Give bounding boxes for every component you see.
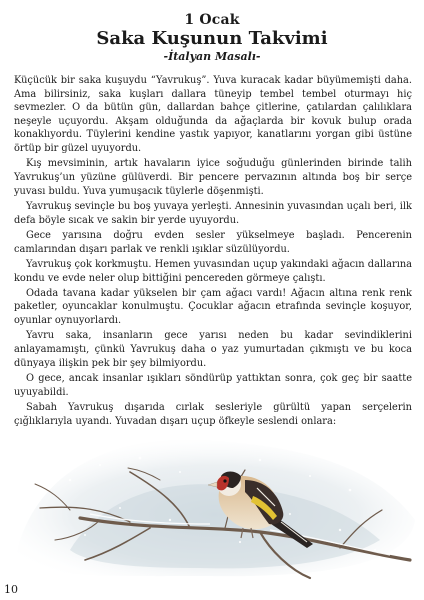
- paragraph: Sabah Yavrukuş dışarıda cırlak sesleriyle gürültü yapan serçelerin çığlıklarıyla uyandı. Yuvadan dışarı uçup öfkeyle seslendi onlara:: [14, 402, 412, 427]
- story-title: Saka Kuşunun Takvimi: [96, 28, 328, 49]
- goldfinch-on-branch-illustration: [10, 410, 420, 580]
- paragraph: O gece, ancak insanlar ışıkları söndürüp yattıktan sonra, çok geç bir saatte uyuyabildi.: [14, 373, 412, 398]
- paragraph: Küçücük bir saka kuşuydu “Yavrukuş”. Yuva kuracak kadar büyümemişti daha. Ama bilirsiniz, saka kuşları dallara tüneyip tembel tembel oturmayı hiç sevmezler. O da bütün gün, dallardan bahçe çitlerine, çatılardan çalılıklara neşeyle uçuyordu. Akşam olduğunda da ağaçlarda bir kovuk bulup orada konaklıyordu. Tüylerini kendine yastık yapıyor, kanatlarını yorgan gibi üstüne örtüp bir güzel uyuyordu.: [14, 75, 412, 154]
- paragraph: Kış mevsiminin, artık havaların iyice soğuduğu günlerinden birinde talih Yavrukuş’un yüzüne gülüverdi. Bir pencere pervazının altında boş bir serçe yuvası buldu. Yuva yumuşacık tüylerle döşenmişti.: [14, 158, 412, 197]
- paragraph: Yavrukuş çok korkmuştu. Hemen yuvasından uçup yakındaki ağacın dallarına kondu ve evde neler olup bittiğini pencereden görmeye çalıştı.: [14, 258, 412, 284]
- story-body: [14, 74, 412, 430]
- paragraph: Odada tavana kadar yükselen bir çam ağacı vardı! Ağacın altına renk renk paketler, oyuncaklar konulmuştu. Çocuklar ağacın etrafında sevinçle koşuyor, oyunlar oynuyorlardı.: [14, 287, 412, 327]
- story-subtitle: -İtalyan Masalı-: [163, 50, 261, 63]
- paragraph: Yavrukuş sevinçle bu boş yuvaya yerleşti. Annesinin yuvasından uçalı beri, ilk defa böyle sıcak ve sakin bir yerde uyuyordu.: [14, 200, 412, 226]
- paragraph: Yavru saka, insanların gece yarısı neden bu kadar sevindiklerini anlayamamıştı, çünkü Yavrukuş daha o yaz yumurtadan çıkmıştı ve bu koca dünyaya ilişkin pek bir şey bilmiyordu.: [14, 330, 412, 369]
- page-number: 10: [4, 583, 18, 596]
- paragraph: Gece yarısına doğru evden sesler yükselmeye başladı. Pencerenin camlarından dışarı parlak ve renkli ışıklar süzülüyordu.: [14, 229, 412, 255]
- story-date: 1 Ocak: [184, 12, 240, 28]
